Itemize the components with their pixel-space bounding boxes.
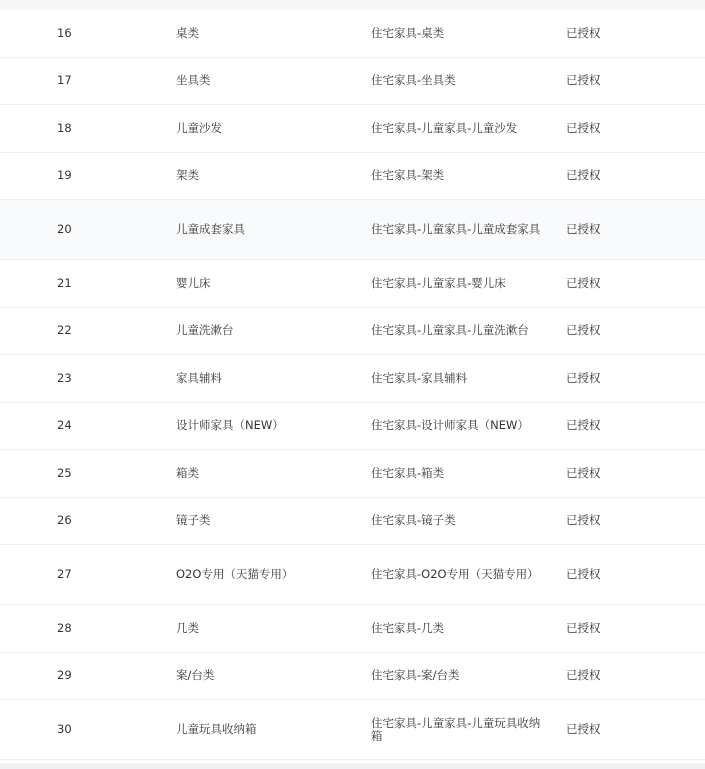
category-name: 几类 <box>176 620 199 635</box>
category-path: 住宅家具-儿童家具-婴儿床 <box>371 275 506 290</box>
category-name: 儿童成套家具 <box>176 222 245 236</box>
category-path: 住宅家具-儿童家具-儿童成套家具 <box>371 222 541 236</box>
status-text: 已授权 <box>566 465 601 480</box>
category-path: 住宅家具-儿童家具-儿童沙发 <box>371 120 518 135</box>
status-text: 已授权 <box>566 275 601 290</box>
table-row[interactable] <box>0 355 705 403</box>
category-name: 架类 <box>176 168 199 183</box>
table-row[interactable] <box>0 308 705 356</box>
status-text: 已授权 <box>566 222 601 236</box>
row-number: 21 <box>57 275 72 290</box>
status-text: 已授权 <box>566 513 601 528</box>
row-number: 23 <box>57 370 72 385</box>
category-path: 住宅家具-儿童家具-儿童洗漱台 <box>371 323 529 338</box>
row-number: 29 <box>57 668 72 683</box>
status-text: 已授权 <box>566 323 601 338</box>
category-path: 住宅家具-案/台类 <box>371 668 460 683</box>
table-row[interactable] <box>0 200 705 260</box>
row-number: 17 <box>57 73 72 88</box>
category-name: 坐具类 <box>176 73 211 88</box>
table-row[interactable] <box>0 10 705 58</box>
category-table <box>0 10 705 763</box>
category-path: 住宅家具-桌类 <box>371 25 445 40</box>
table-row[interactable] <box>0 105 705 153</box>
table-row[interactable] <box>0 450 705 498</box>
row-number: 20 <box>57 222 72 236</box>
category-path: 住宅家具-几类 <box>371 620 445 635</box>
category-path: 住宅家具-坐具类 <box>371 73 456 88</box>
row-number: 26 <box>57 513 72 528</box>
category-path: 住宅家具-儿童家具-儿童玩具收纳箱 <box>371 715 541 743</box>
category-name: 儿童玩具收纳箱 <box>176 722 257 736</box>
status-text: 已授权 <box>566 418 601 433</box>
category-name: 箱类 <box>176 465 199 480</box>
table-row[interactable] <box>0 403 705 451</box>
category-path: 住宅家具-家具辅料 <box>371 370 468 385</box>
category-name: 婴儿床 <box>176 275 211 290</box>
table-row[interactable] <box>0 153 705 201</box>
row-number: 16 <box>57 25 72 40</box>
category-path: 住宅家具-设计师家具（NEW） <box>371 418 529 433</box>
table-row[interactable] <box>0 700 705 760</box>
table-row[interactable] <box>0 653 705 701</box>
table-bottom-divider <box>0 763 705 769</box>
category-name: 儿童洗漱台 <box>176 323 234 338</box>
category-path: 住宅家具-架类 <box>371 168 445 183</box>
table-row[interactable] <box>0 498 705 546</box>
category-path: 住宅家具-镜子类 <box>371 513 456 528</box>
status-text: 已授权 <box>566 73 601 88</box>
status-text: 已授权 <box>566 722 601 736</box>
category-name: 设计师家具（NEW） <box>176 418 284 433</box>
row-number: 24 <box>57 418 72 433</box>
row-number: 25 <box>57 465 72 480</box>
row-number: 19 <box>57 168 72 183</box>
table-row[interactable] <box>0 58 705 106</box>
status-text: 已授权 <box>566 120 601 135</box>
status-text: 已授权 <box>566 567 601 581</box>
category-name: O2O专用（天猫专用） <box>176 567 294 581</box>
status-text: 已授权 <box>566 25 601 40</box>
status-text: 已授权 <box>566 370 601 385</box>
row-number: 22 <box>57 323 72 338</box>
category-path: 住宅家具-箱类 <box>371 465 445 480</box>
status-text: 已授权 <box>566 620 601 635</box>
table-row[interactable] <box>0 260 705 308</box>
category-name: 镜子类 <box>176 513 211 528</box>
status-text: 已授权 <box>566 668 601 683</box>
status-text: 已授权 <box>566 168 601 183</box>
category-path: 住宅家具-O2O专用（天猫专用） <box>371 567 539 581</box>
row-number: 28 <box>57 620 72 635</box>
row-number: 27 <box>57 567 72 581</box>
table-row[interactable] <box>0 605 705 653</box>
category-name: 桌类 <box>176 25 199 40</box>
category-name: 家具辅料 <box>176 370 222 385</box>
row-number: 30 <box>57 722 72 736</box>
category-name: 儿童沙发 <box>176 120 222 135</box>
row-number: 18 <box>57 120 72 135</box>
category-name: 案/台类 <box>176 668 215 683</box>
table-row[interactable] <box>0 545 705 605</box>
